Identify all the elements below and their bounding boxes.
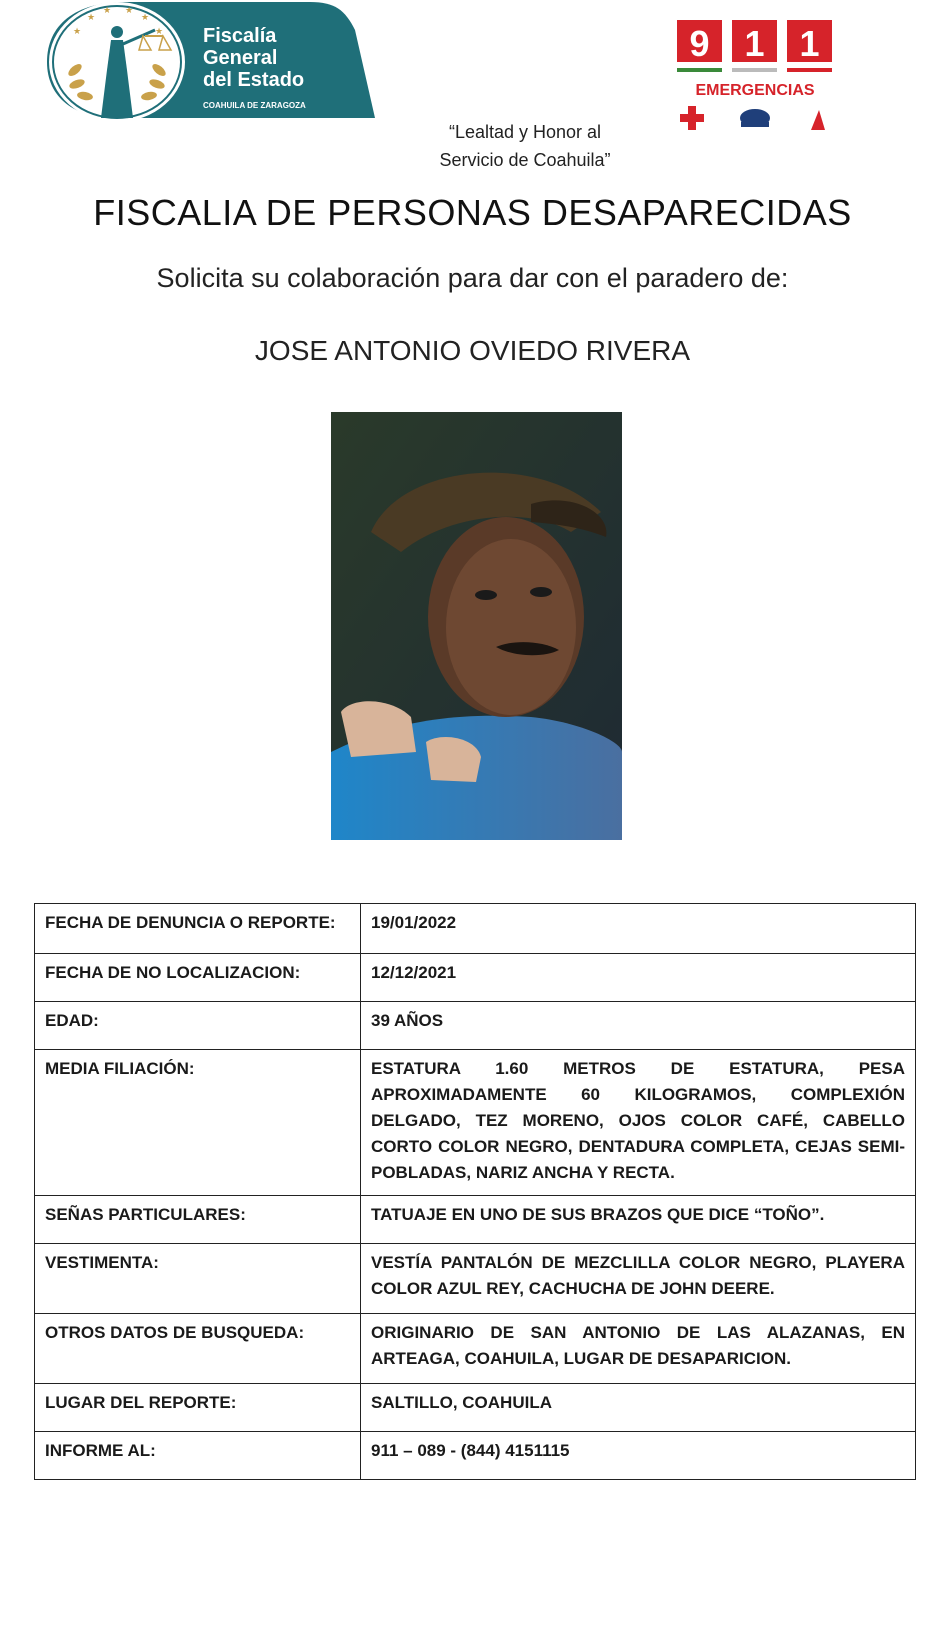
emergencias-label: EMERGENCIAS xyxy=(695,82,815,99)
info-table xyxy=(34,903,916,1480)
svg-text:★: ★ xyxy=(155,27,164,37)
info-value: 19/01/2022 xyxy=(361,904,916,954)
info-value: ESTATURA 1.60 METROS DE ESTATURA, PESA APROXIMADAMENTE 60 KILOGRAMOS, COMPLEXIÓN DELGADO, TEZ MORENO, OJOS COLOR CAFÉ, CABELLO CORTO COLOR NEGRO, DENTADURA COMPLETA, CEJAS SEMI-POBLADAS, NARIZ ANCHA Y RECTA. xyxy=(361,1050,916,1196)
digit-1b: 1 xyxy=(799,23,820,64)
info-row xyxy=(35,1196,916,1244)
red-cross-icon xyxy=(680,106,704,130)
info-label: LUGAR DEL REPORTE: xyxy=(35,1384,361,1432)
info-row xyxy=(35,1432,916,1480)
info-row xyxy=(35,904,916,954)
info-value: ORIGINARIO DE SAN ANTONIO DE LAS ALAZANAS, EN ARTEAGA, COAHUILA, LUGAR DE DESAPARICION. xyxy=(361,1314,916,1384)
info-row xyxy=(35,1050,916,1196)
info-row xyxy=(35,1244,916,1314)
logo-line3: del Estado xyxy=(203,69,305,91)
info-value: 39 AÑOS xyxy=(361,1002,916,1050)
info-value: 911 – 089 - (844) 4151115 xyxy=(361,1432,916,1480)
info-label: INFORME AL: xyxy=(35,1432,361,1480)
digit-1a: 1 xyxy=(744,23,765,64)
motto xyxy=(380,118,670,174)
info-label: MEDIA FILIACIÓN: xyxy=(35,1050,361,1196)
police-cap-icon xyxy=(740,109,770,127)
info-label: EDAD: xyxy=(35,1002,361,1050)
info-value: 12/12/2021 xyxy=(361,954,916,1002)
svg-text:★: ★ xyxy=(73,27,82,37)
page-title: FISCALIA DE PERSONAS DESAPARECIDAS xyxy=(93,192,852,233)
page-subtitle: Solicita su colaboración para dar con el paradero de: xyxy=(156,263,789,293)
svg-text:★: ★ xyxy=(125,6,134,16)
fiscalia-logo xyxy=(45,0,375,127)
info-row xyxy=(35,1314,916,1384)
svg-text:★: ★ xyxy=(87,13,96,23)
info-label: FECHA DE DENUNCIA O REPORTE: xyxy=(35,904,361,954)
info-value: TATUAJE EN UNO DE SUS BRAZOS QUE DICE “TOÑO”. xyxy=(361,1196,916,1244)
missing-person-name: JOSE ANTONIO OVIEDO RIVERA xyxy=(254,335,691,366)
emergencias-911-logo xyxy=(675,18,835,143)
info-label: FECHA DE NO LOCALIZACION: xyxy=(35,954,361,1002)
info-value: SALTILLO, COAHUILA xyxy=(361,1384,916,1432)
info-row xyxy=(35,1384,916,1432)
motto-line1: “Lealtad y Honor al xyxy=(448,122,602,142)
logo-line2: General xyxy=(203,47,278,69)
info-row xyxy=(35,1002,916,1050)
svg-text:★: ★ xyxy=(141,13,150,23)
missing-person-photo xyxy=(331,412,622,840)
info-row xyxy=(35,954,916,1002)
svg-text:★: ★ xyxy=(103,6,112,16)
digit-9: 9 xyxy=(689,23,710,64)
motto-line2: Servicio de Coahuila” xyxy=(439,150,611,170)
info-label: VESTIMENTA: xyxy=(35,1244,361,1314)
logo-subline: COAHUILA DE ZARAGOZA xyxy=(203,101,306,110)
logo-line1: Fiscalía xyxy=(203,25,277,47)
info-label: SEÑAS PARTICULARES: xyxy=(35,1196,361,1244)
fire-icon xyxy=(811,110,825,130)
info-value: VESTÍA PANTALÓN DE MEZCLILLA COLOR NEGRO, PLAYERA COLOR AZUL REY, CACHUCHA DE JOHN DEERE. xyxy=(361,1244,916,1314)
info-label: OTROS DATOS DE BUSQUEDA: xyxy=(35,1314,361,1384)
